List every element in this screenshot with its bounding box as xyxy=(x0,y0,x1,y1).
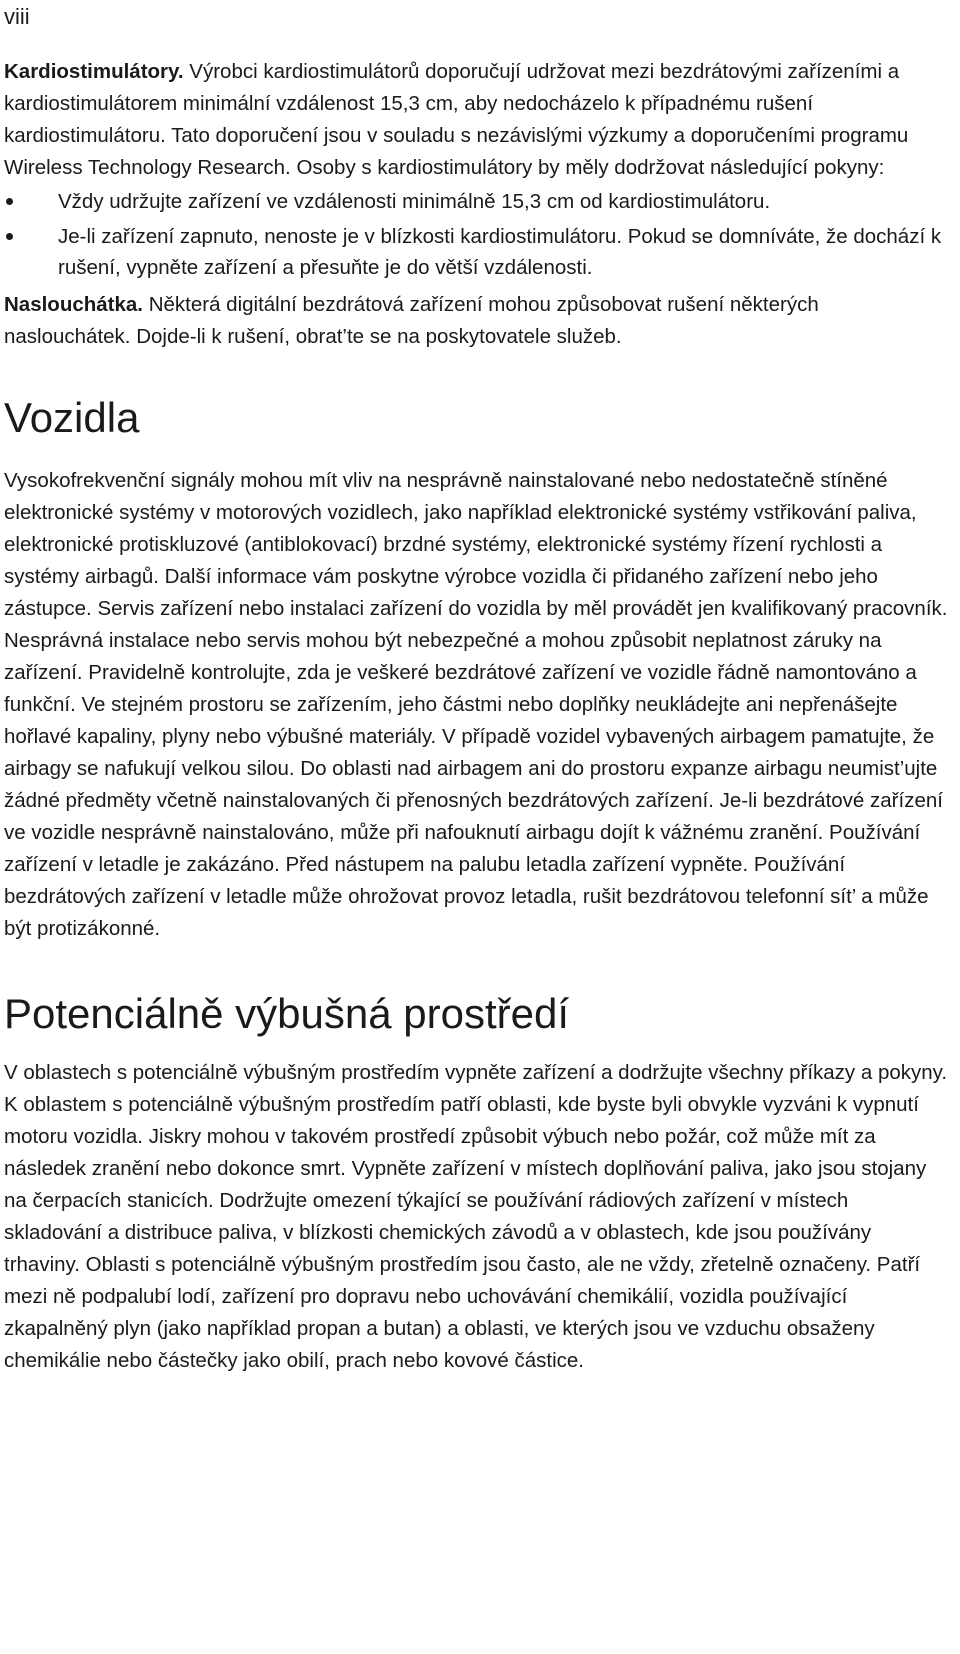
bullet-icon xyxy=(6,198,13,205)
explosive-paragraph: V oblastech s potenciálně výbušným prostředím vypněte zařízení a dodržujte všechny příkazy a pokyny. K oblastem s potenciálně výbušným prostředím patří oblasti, kde byste byli obvykle vyzváni k vypnutí motoru vozidla. Jiskry mohou v takovém prostředí způsobit výbuch nebo požár, což může mít za následek zranění nebo dokonce smrt. Vypněte zařízení v místech doplňování paliva, jako jsou stojany na čerpacích stanicích. Dodržujte omezení týkající se používání rádiových zařízení v místech skladování a distribuce paliva, v blízkosti chemických závodů a v oblastech, kde jsou používány trhaviny. Oblasti s potenciálně výbušným prostředím jsou často, ale ne vždy, zřetelně označeny. Patří mezi ně podpalubí lodí, zařízení pro dopravu nebo uchovávání chemikálií, vozidla používající zkapalněný plyn (jako například propan a butan) a oblasti, ve kterých jsou ve vzduchu obsaženy chemikálie nebo částečky jako obilí, prach nebo kovové částice. xyxy=(4,1061,948,1372)
list-item xyxy=(4,221,948,283)
explosive-heading: Potenciálně výbušná prostředí xyxy=(4,990,570,1037)
pacemakers-guidelines-list xyxy=(4,186,948,283)
hearing-aids-text: Některá digitální bezdrátová zařízení mohou způsobovat rušení některých naslouchátek. Dojde-li k rušení, obrat’te se na poskytovatele služeb. xyxy=(4,293,819,348)
page-number: viii xyxy=(4,4,30,29)
vehicles-heading: Vozidla xyxy=(4,394,140,441)
pacemakers-lead: Kardiostimulátory. xyxy=(4,60,184,83)
vehicles-paragraph: Vysokofrekvenční signály mohou mít vliv na nesprávně nainstalované nebo nedostatečně stíněné elektronické systémy v motorových vozidlech, jako například elektronické systémy vstřikování paliva, elektronické protiskluzové (antiblokovací) brzdné systémy, elektronické systémy řízení rychlosti a systémy airbagů. Další informace vám poskytne výrobce vozidla či přidaného zařízení nebo jeho zástupce. Servis zařízení nebo instalaci zařízení do vozidla by měl provádět jen kvalifikovaný pracovník. Nesprávná instalace nebo servis mohou být nebezpečné a mohou způsobit neplatnost záruky na zařízení. Pravidelně kontrolujte, zda je veškeré bezdrátové zařízení ve vozidle řádně namontováno a funkční. Ve stejném prostoru se zařízením, jeho částmi nebo doplňky neukládejte ani nepřenášejte hořlavé kapaliny, plyny nebo výbušné materiály. V případě vozidel vybavených airbagem pamatujte, že airbagy se nafukují velkou silou. Do oblasti nad airbagem ani do prostoru expanze airbagu neumist’ujte žádné předměty včetně nainstalovaných či přenosných bezdrátových zařízení. Je-li bezdrátové zařízení ve vozidle nesprávně nainstalováno, může při nafouknutí airbagu dojít k vážnému zranění. Používání zařízení v letadle je zakázáno. Před nástupem na palubu letadla zařízení vypněte. Používání bezdrátových zařízení v letadle může ohrožovat provoz letadla, rušit bezdrátovou telefonní sít’ a může být protizákonné. xyxy=(4,469,948,940)
list-item xyxy=(4,186,948,217)
pacemakers-paragraph xyxy=(4,56,948,184)
list-item-text: Vždy udržujte zařízení ve vzdálenosti minimálně 15,3 cm od kardiostimulátoru. xyxy=(58,190,771,213)
bullet-icon xyxy=(6,233,13,240)
list-item-text: Je-li zařízení zapnuto, nenoste je v blízkosti kardiostimulátoru. Pokud se domníváte, že dochází k rušení, vypněte zařízení a přesuňte je do větší vzdálenosti. xyxy=(58,225,942,279)
pacemakers-text: Výrobci kardiostimulátorů doporučují udržovat mezi bezdrátovými zařízeními a kardiostimulátorem minimální vzdálenost 15,3 cm, aby nedocházelo k případnému rušení kardiostimulátoru. Tato doporučení jsou v souladu s nezávislými výzkumy a doporučeními programu Wireless Technology Research. Osoby s kardiostimulátory by měly dodržovat následující pokyny: xyxy=(4,60,909,179)
hearing-aids-paragraph xyxy=(4,289,948,353)
hearing-aids-lead: Naslouchátka. xyxy=(4,293,143,316)
